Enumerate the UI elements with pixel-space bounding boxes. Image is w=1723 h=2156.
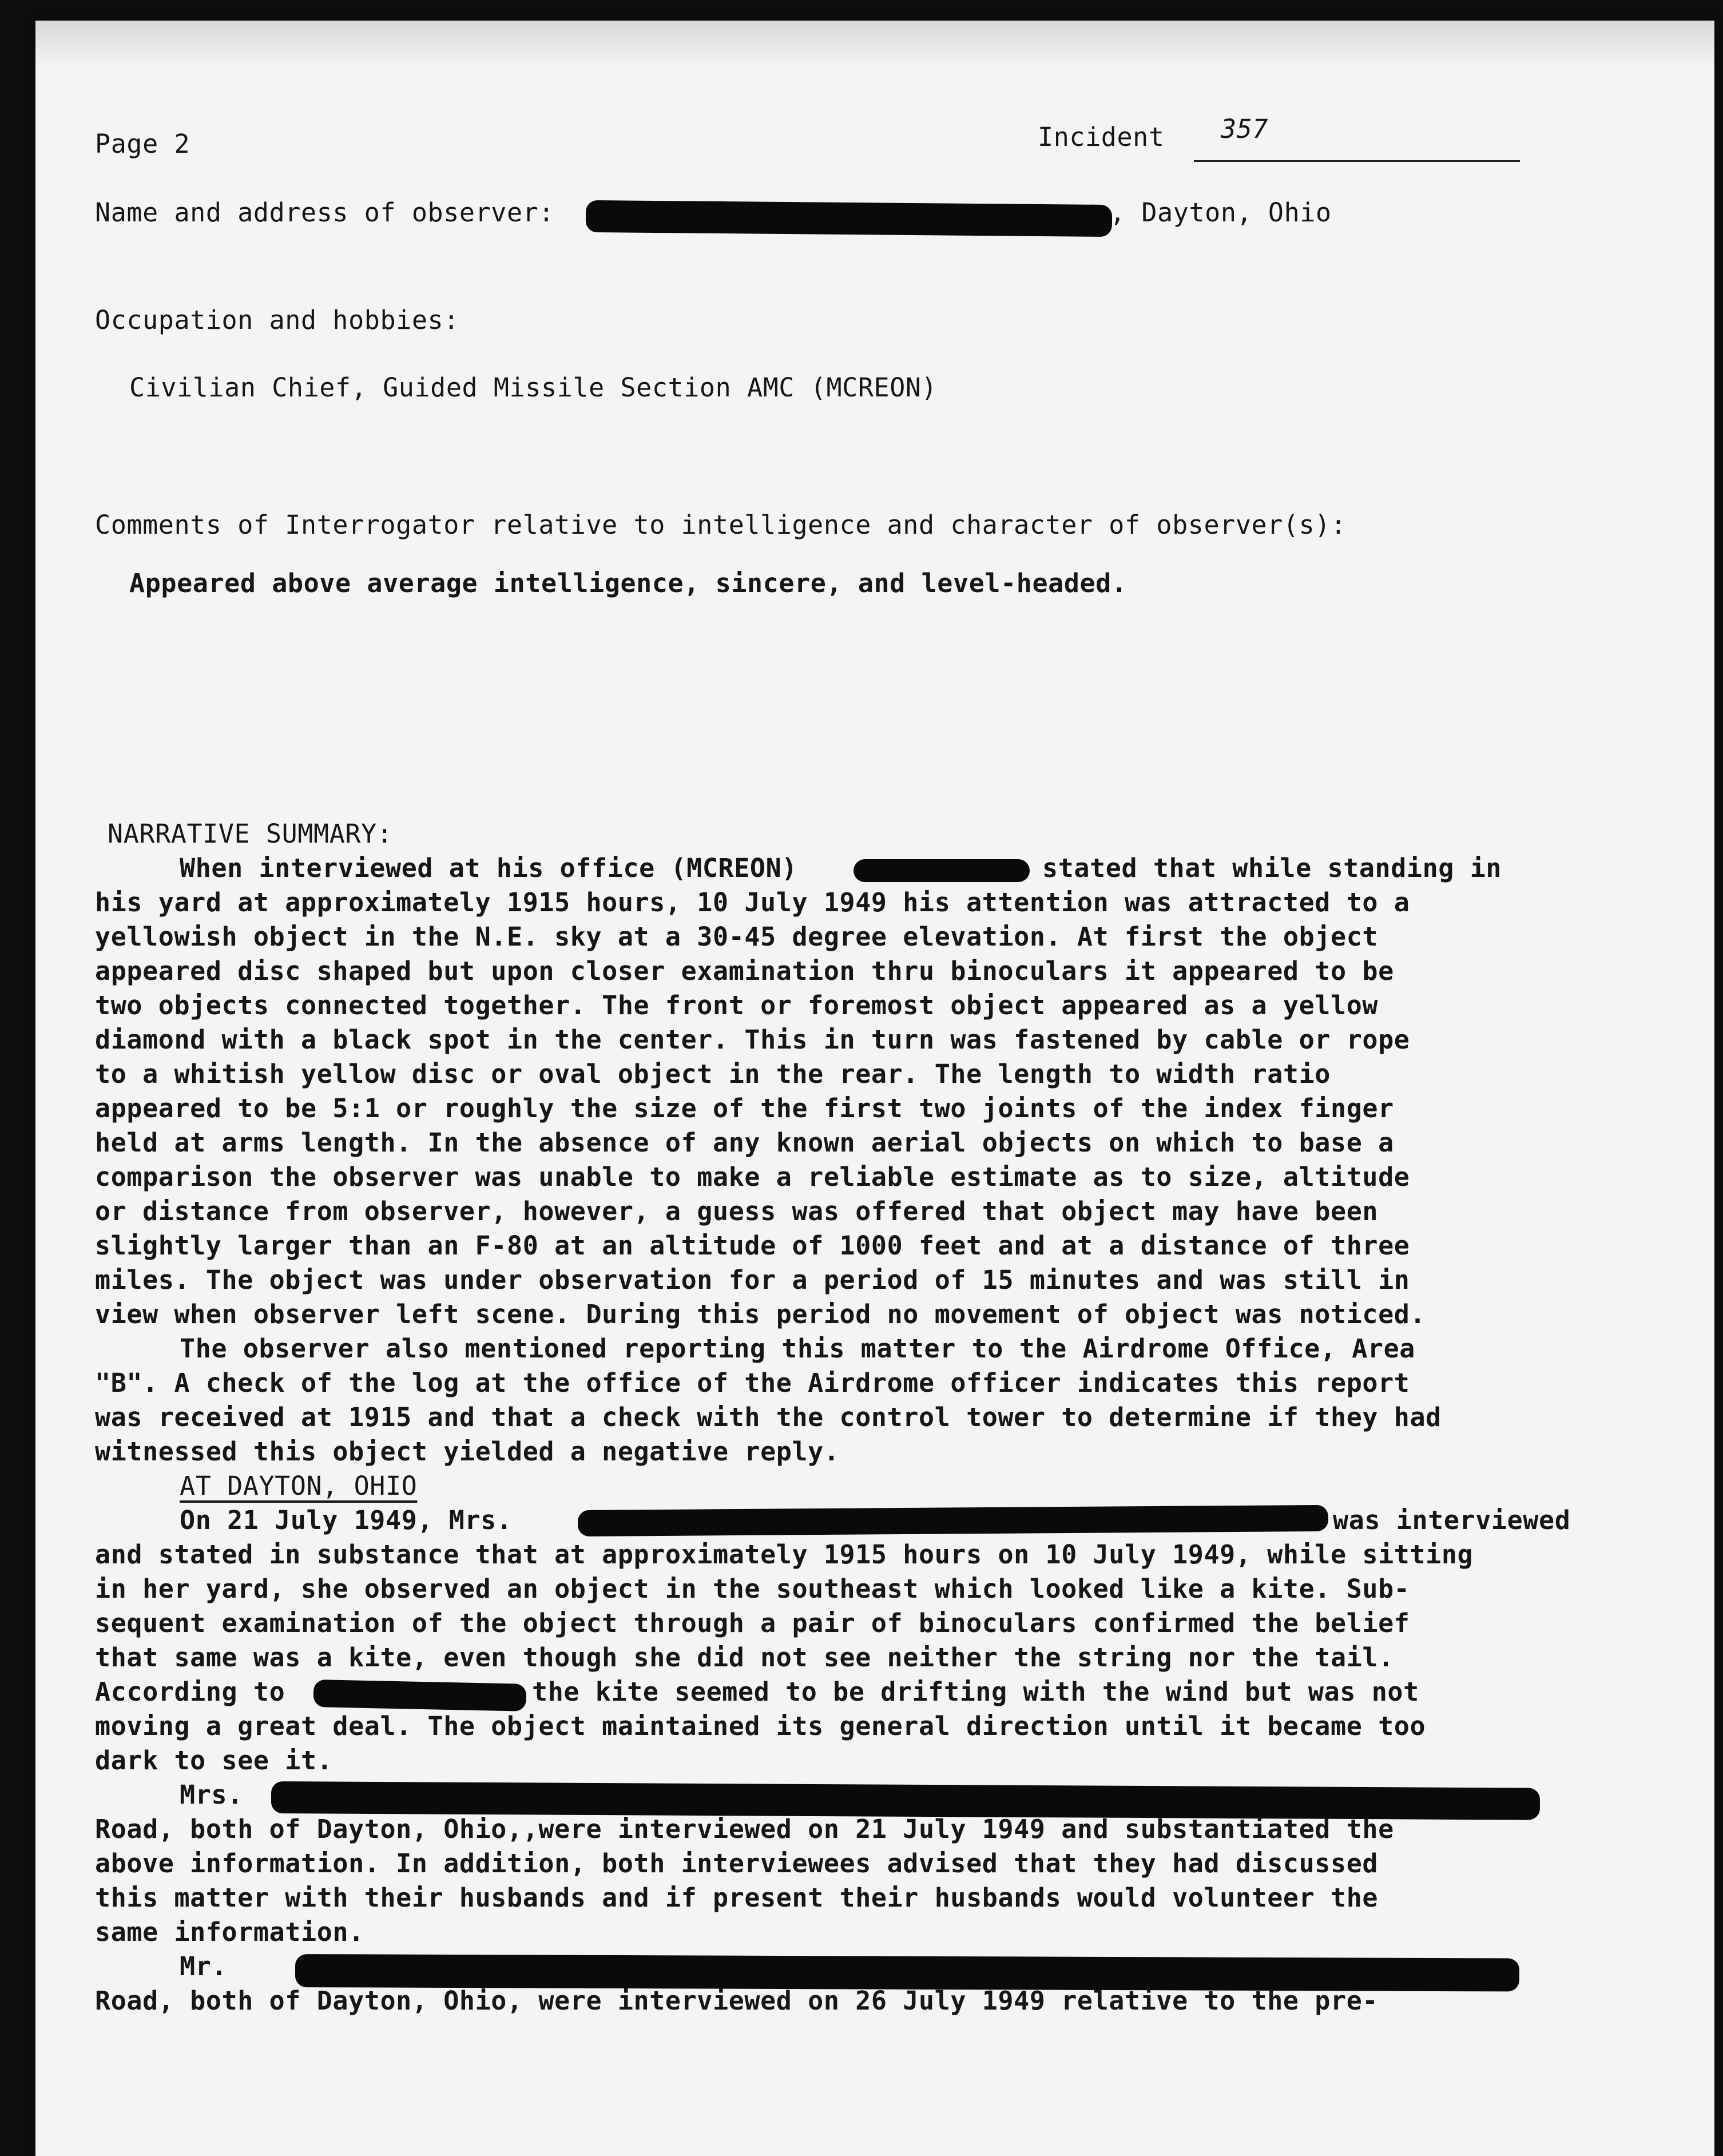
redaction-name <box>578 1505 1328 1536</box>
observer-label: Name and address of observer: <box>95 197 555 228</box>
narrative-line: On 21 July 1949, Mrs. <box>180 1505 513 1535</box>
narrative-line: appeared to be 5:1 or roughly the size of the first two joints of the index finger <box>95 1093 1394 1123</box>
narrative-line: two objects connected together. The front or foremost object appeared as a yellow <box>95 990 1379 1021</box>
narrative-heading: NARRATIVE SUMMARY: <box>108 819 393 849</box>
narrative-line: the kite seemed to be drifting with the wind but was not <box>532 1677 1419 1707</box>
narrative-line: to a whitish yellow disc or oval object in the rear. The length to width ratio <box>95 1059 1331 1089</box>
redaction-name <box>313 1679 526 1712</box>
narrative-line: Road, both of Dayton, Ohio, were interviewed on 26 July 1949 relative to the pre- <box>95 1986 1379 2016</box>
narrative-line: yellowish object in the N.E. sky at a 30-45 degree elevation. At first the object <box>95 922 1379 952</box>
narrative-line: Mr. <box>180 1951 228 1982</box>
narrative-line: view when observer left scene. During this period no movement of object was noticed. <box>95 1299 1426 1329</box>
location-subheading: AT DAYTON, OHIO <box>180 1471 418 1501</box>
narrative-line: "B". A check of the log at the office of the Airdrome officer indicates this report <box>95 1368 1410 1398</box>
narrative-line: sequent examination of the object through a pair of binoculars confirmed the belief <box>95 1608 1410 1638</box>
comments-label: Comments of Interrogator relative to intelligence and character of observer(s): <box>95 510 1347 540</box>
occupation-label: Occupation and hobbies: <box>95 305 459 335</box>
incident-label: Incident <box>1038 122 1165 152</box>
narrative-line: slightly larger than an F-80 at an altitude of 1000 feet and at a distance of three <box>95 1230 1410 1261</box>
redaction-observer-name <box>586 200 1112 237</box>
narrative-line: The observer also mentioned reporting this matter to the Airdrome Office, Area <box>180 1333 1415 1364</box>
narrative-line: miles. The object was under observation for a period of 15 minutes and was still in <box>95 1265 1410 1295</box>
observer-address: , Dayton, Ohio <box>1110 197 1332 228</box>
narrative-line: and stated in substance that at approximately 1915 hours on 10 July 1949, while sitting <box>95 1539 1474 1570</box>
narrative-line: this matter with their husbands and if present their husbands would volunteer the <box>95 1883 1379 1913</box>
narrative-line: Mrs. <box>180 1780 243 1810</box>
narrative-line: held at arms length. In the absence of any known aerial objects on which to base a <box>95 1127 1394 1158</box>
document-page <box>35 21 1714 2156</box>
narrative-line: or distance from observer, however, a guess was offered that object may have been <box>95 1196 1379 1226</box>
narrative-line: above information. In addition, both interviewees advised that they had discussed <box>95 1848 1379 1879</box>
narrative-line: same information. <box>95 1917 364 1947</box>
redaction-name <box>853 859 1030 882</box>
occupation-value: Civilian Chief, Guided Missile Section AMC (MCREON) <box>129 372 938 403</box>
narrative-line: appeared disc shaped but upon closer examination thru binoculars it appeared to be <box>95 956 1394 986</box>
narrative-line: Road, both of Dayton, Ohio,,were interviewed on 21 July 1949 and substantiated the <box>95 1814 1394 1844</box>
narrative-line: moving a great deal. The object maintained its general direction until it became too <box>95 1711 1426 1741</box>
page-number: Page 2 <box>95 129 190 159</box>
narrative-line: was interviewed <box>1333 1505 1571 1535</box>
narrative-line: was received at 1915 and that a check with the control tower to determine if they had <box>95 1402 1442 1432</box>
incident-underline <box>1194 160 1520 162</box>
narrative-line: When interviewed at his office (MCREON) <box>180 853 797 883</box>
page-content <box>35 21 1714 2156</box>
narrative-line: stated that while standing in <box>1042 853 1502 883</box>
narrative-line: his yard at approximately 1915 hours, 10 July 1949 his attention was attracted to a <box>95 887 1410 918</box>
comments-value: Appeared above average intelligence, sincere, and level-headed. <box>129 568 1128 598</box>
narrative-line: comparison the observer was unable to make a reliable estimate as to size, altitude <box>95 1162 1410 1192</box>
narrative-line: witnessed this object yielded a negative reply. <box>95 1436 840 1467</box>
narrative-line: in her yard, she observed an object in the southeast which looked like a kite. Sub- <box>95 1574 1410 1604</box>
narrative-line: that same was a kite, even though she did not see neither the string nor the tail. <box>95 1642 1394 1673</box>
narrative-line: dark to see it. <box>95 1745 333 1776</box>
narrative-line: According to <box>95 1677 285 1707</box>
incident-number: 357 <box>1221 114 1269 144</box>
narrative-line: diamond with a black spot in the center. This in turn was fastened by cable or rope <box>95 1025 1410 1055</box>
